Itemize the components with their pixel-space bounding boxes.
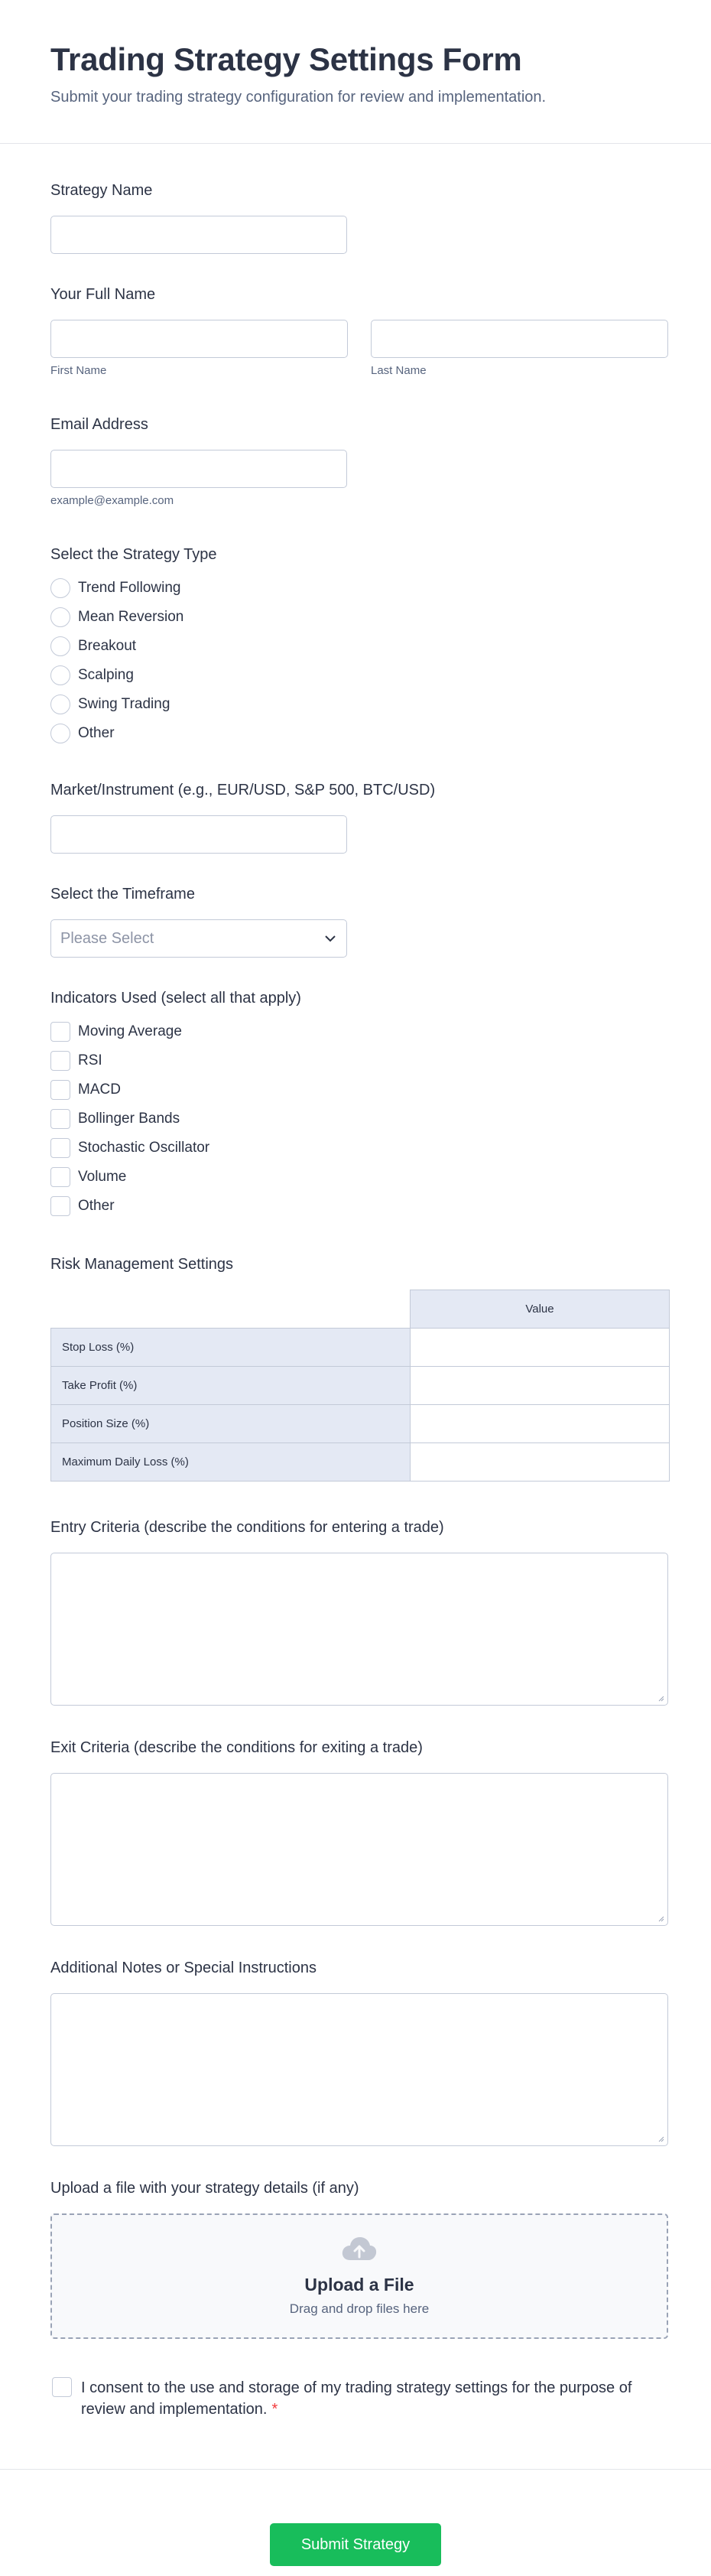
- timeframe-placeholder: Please Select: [60, 929, 154, 947]
- checkbox[interactable]: [50, 1196, 70, 1216]
- upload-field: [50, 2178, 668, 2339]
- checkbox-label: Stochastic Oscillator: [78, 1140, 210, 1156]
- submit-button[interactable]: Submit Strategy: [270, 2523, 441, 2566]
- consent-text: I consent to the use and storage of my trading strategy settings for the purpose of review and implementation.: [81, 2379, 632, 2418]
- checkbox-label: Other: [78, 1198, 115, 1214]
- last-name-sublabel: Last Name: [371, 364, 427, 377]
- upload-title: Upload a File: [304, 2275, 414, 2295]
- matrix-row-label: Stop Loss (%): [51, 1329, 411, 1367]
- notes-label: Additional Notes or Special Instructions: [50, 1960, 317, 1976]
- first-name-sublabel: First Name: [50, 364, 107, 377]
- checkbox[interactable]: [50, 1109, 70, 1129]
- timeframe-select[interactable]: [50, 919, 347, 958]
- last-name-input[interactable]: [371, 320, 668, 358]
- exit-criteria-field: [50, 1738, 668, 1926]
- checkbox[interactable]: [50, 1022, 70, 1042]
- risk-matrix: [50, 1290, 670, 1482]
- radio-button[interactable]: [50, 607, 70, 627]
- email-field: [50, 415, 668, 507]
- risk-label: Risk Management Settings: [50, 1256, 234, 1273]
- entry-criteria-label: Entry Criteria (describe the conditions for entering a trade): [50, 1519, 444, 1536]
- notes-textarea[interactable]: [50, 1993, 668, 2146]
- table-row: [51, 1443, 670, 1482]
- timeframe-label: Select the Timeframe: [50, 886, 195, 903]
- checkbox-label: Moving Average: [78, 1023, 182, 1039]
- checkbox[interactable]: [50, 1080, 70, 1100]
- radio-button[interactable]: [50, 724, 70, 743]
- checkbox[interactable]: [50, 1167, 70, 1187]
- entry-criteria-textarea[interactable]: [50, 1553, 668, 1706]
- full-name-field: [50, 285, 668, 377]
- indicators-field: [50, 988, 668, 1221]
- indicators-options: [50, 1017, 668, 1221]
- radio-button[interactable]: [50, 578, 70, 598]
- market-input[interactable]: [50, 815, 347, 854]
- risk-field: [50, 1254, 668, 1482]
- matrix-column-header: Value: [411, 1290, 670, 1329]
- upload-label: Upload a file with your strategy details (if any): [50, 2180, 359, 2197]
- email-input[interactable]: [50, 450, 347, 488]
- radio-option[interactable]: [50, 603, 668, 632]
- radio-button[interactable]: [50, 636, 70, 656]
- matrix-cell-input[interactable]: [411, 1329, 670, 1367]
- matrix-row-label: Position Size (%): [51, 1405, 411, 1443]
- chevron-down-icon: [323, 932, 337, 945]
- consent-label: [81, 2377, 668, 2420]
- matrix-cell-input[interactable]: [411, 1405, 670, 1443]
- checkbox-option[interactable]: [50, 1192, 668, 1221]
- checkbox-option[interactable]: [50, 1046, 668, 1075]
- table-row: [51, 1367, 670, 1405]
- radio-button[interactable]: [50, 694, 70, 714]
- cloud-upload-icon: [341, 2236, 378, 2265]
- radio-option[interactable]: [50, 574, 668, 603]
- email-sublabel: example@example.com: [50, 494, 174, 507]
- resize-handle-icon[interactable]: [657, 2135, 664, 2142]
- matrix-cell-input[interactable]: [411, 1443, 670, 1482]
- checkbox-option[interactable]: [50, 1134, 668, 1163]
- email-label: Email Address: [50, 416, 148, 433]
- radio-option[interactable]: [50, 661, 668, 690]
- table-row: [51, 1405, 670, 1443]
- notes-field: [50, 1958, 668, 2146]
- resize-handle-icon[interactable]: [657, 1914, 664, 1922]
- matrix-corner: [51, 1290, 411, 1329]
- strategy-type-label: Select the Strategy Type: [50, 546, 217, 563]
- exit-criteria-label: Exit Criteria (describe the conditions for exiting a trade): [50, 1739, 423, 1756]
- strategy-name-field: [50, 181, 668, 254]
- market-field: [50, 780, 668, 854]
- file-dropzone[interactable]: [50, 2213, 668, 2339]
- radio-label: Breakout: [78, 638, 137, 654]
- radio-option[interactable]: [50, 719, 668, 748]
- strategy-type-field: [50, 545, 668, 748]
- radio-button[interactable]: [50, 665, 70, 685]
- required-mark: *: [271, 2401, 278, 2418]
- checkbox-label: Volume: [78, 1169, 127, 1185]
- strategy-type-options: [50, 574, 668, 748]
- full-name-row: [50, 320, 668, 377]
- resize-handle-icon[interactable]: [657, 1694, 664, 1702]
- checkbox-label: MACD: [78, 1081, 121, 1098]
- checkbox[interactable]: [50, 1051, 70, 1071]
- radio-option[interactable]: [50, 690, 668, 719]
- table-row: [51, 1329, 670, 1367]
- page-subtitle: Submit your trading strategy configuration for review and implementation.: [50, 89, 547, 106]
- radio-label: Mean Reversion: [78, 609, 184, 625]
- entry-criteria-field: [50, 1517, 668, 1706]
- matrix-header-row: [51, 1290, 670, 1329]
- radio-label: Trend Following: [78, 580, 181, 596]
- timeframe-field: [50, 884, 668, 958]
- radio-option[interactable]: [50, 632, 668, 661]
- strategy-name-label: Strategy Name: [50, 182, 153, 199]
- checkbox-label: Bollinger Bands: [78, 1111, 180, 1127]
- indicators-label: Indicators Used (select all that apply): [50, 990, 301, 1007]
- checkbox[interactable]: [50, 1138, 70, 1158]
- checkbox-option[interactable]: [50, 1104, 668, 1134]
- radio-label: Swing Trading: [78, 696, 170, 712]
- checkbox-option[interactable]: [50, 1075, 668, 1104]
- full-name-label: Your Full Name: [50, 286, 156, 303]
- checkbox-label: RSI: [78, 1052, 102, 1068]
- form-footer: [0, 2469, 711, 2576]
- form-header: [0, 0, 711, 144]
- checkbox-option[interactable]: [50, 1017, 668, 1046]
- matrix-row-label: Take Profit (%): [51, 1367, 411, 1405]
- radio-label: Scalping: [78, 667, 134, 683]
- first-name-input[interactable]: [50, 320, 348, 358]
- checkbox-option[interactable]: [50, 1163, 668, 1192]
- page-title: Trading Strategy Settings Form: [50, 41, 522, 77]
- strategy-name-input[interactable]: [50, 216, 347, 254]
- radio-label: Other: [78, 725, 115, 741]
- upload-subtitle: Drag and drop files here: [289, 2301, 430, 2316]
- consent-checkbox[interactable]: [52, 2377, 72, 2397]
- consent-field: [50, 2377, 668, 2420]
- matrix-cell-input[interactable]: [411, 1367, 670, 1405]
- last-name-group: [371, 320, 668, 377]
- exit-criteria-textarea[interactable]: [50, 1773, 668, 1926]
- matrix-row-label: Maximum Daily Loss (%): [51, 1443, 411, 1482]
- market-label: Market/Instrument (e.g., EUR/USD, S&P 500, BTC/USD): [50, 782, 436, 798]
- first-name-group: [50, 320, 348, 377]
